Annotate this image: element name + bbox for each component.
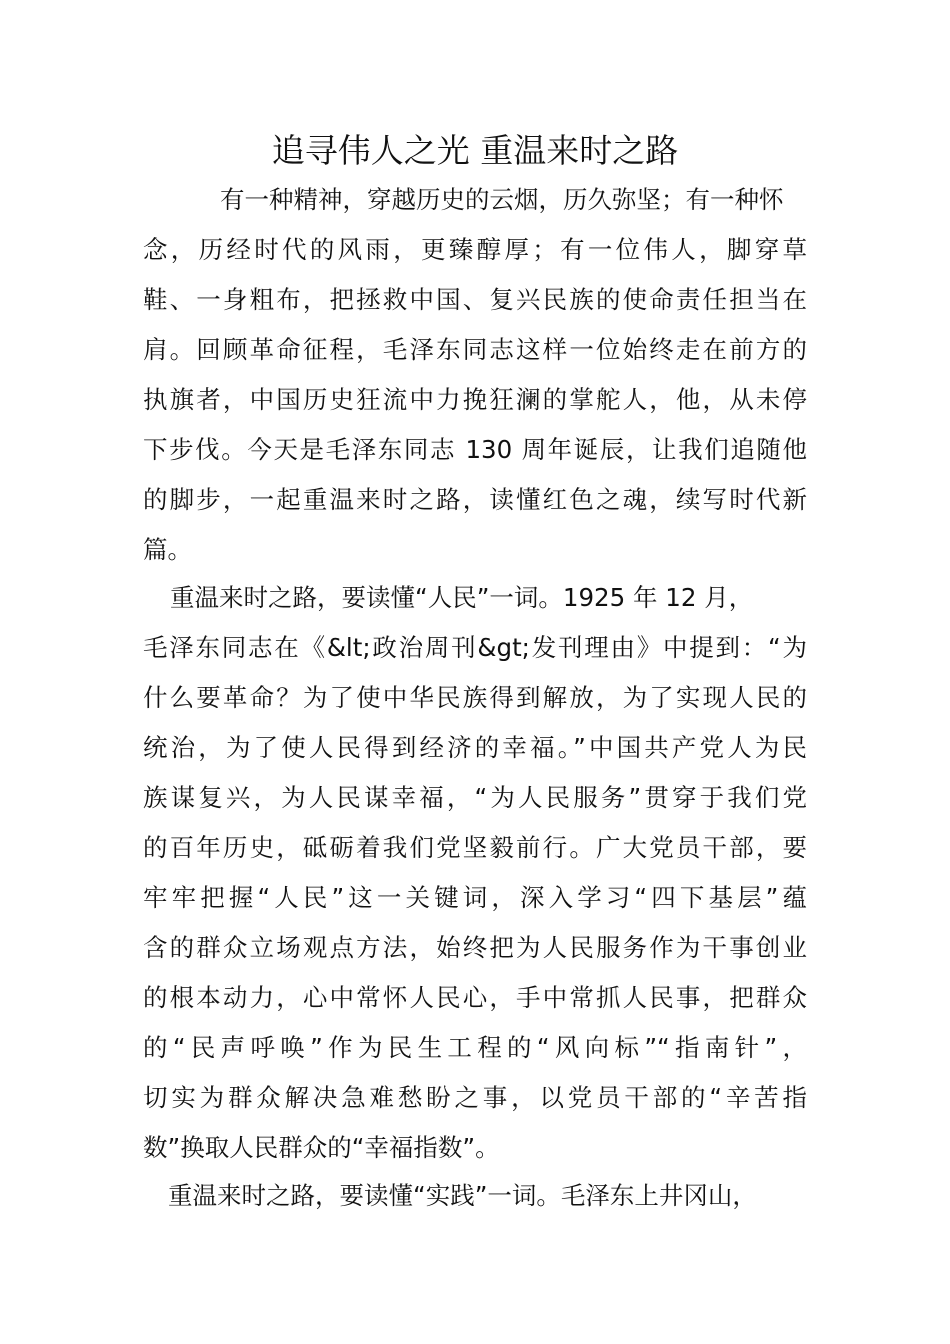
paragraph-line: 统治，为了使人民得到经济的幸福。”中国共产党人为民	[143, 733, 807, 762]
paragraph-line: 的“民声呼唤”作为民生工程的“风向标”“指南针”，	[143, 1033, 807, 1062]
paragraph-line: 肩。回顾革命征程，毛泽东同志这样一位始终走在前方的	[143, 335, 807, 364]
paragraph-line: 鞋、一身粗布，把拯救中国、复兴民族的使命责任担当在	[143, 285, 807, 314]
paragraph-line: 执旗者，中国历史狂流中力挽狂澜的掌舵人，他，从未停	[143, 385, 807, 414]
paragraph-line: 重温来时之路，要读懂“人民”一词。1925 年 12 月，	[170, 583, 754, 612]
paragraph-line: 的脚步，一起重温来时之路，读懂红色之魂，续写时代新	[143, 485, 807, 514]
document-title: 追寻伟人之光 重温来时之路	[271, 131, 679, 170]
paragraph-line: 的百年历史，砥砺着我们党坚毅前行。广大党员干部，要	[143, 833, 807, 862]
paragraph-line: 什么要革命？为了使中华民族得到解放，为了实现人民的	[143, 683, 807, 712]
paragraph-line: 族谋复兴，为人民谋幸福，“为人民服务”贯穿于我们党	[143, 783, 807, 812]
paragraph-line: 篇。	[143, 535, 192, 564]
paragraph-line: 含的群众立场观点方法，始终把为人民服务作为干事创业	[143, 933, 807, 962]
paragraph-line: 念，历经时代的风雨，更臻醇厚；有一位伟人，脚穿草	[143, 235, 807, 264]
paragraph-line: 牢牢把握“人民”这一关键词，深入学习“四下基层”蕴	[143, 883, 807, 912]
paragraph-line: 下步伐。今天是毛泽东同志 130 周年诞辰，让我们追随他	[143, 435, 807, 464]
paragraph-line: 有一种精神，穿越历史的云烟，历久弥坚；有一种怀	[220, 185, 784, 214]
paragraph-line: 的根本动力，心中常怀人民心，手中常抓人民事，把群众	[143, 983, 807, 1012]
paragraph-line: 毛泽东同志在《&lt;政治周刊&gt;发刊理由》中提到：“为	[143, 633, 807, 662]
paragraph-line: 重温来时之路，要读懂“实践”一词。毛泽东上井冈山，	[168, 1181, 757, 1210]
paragraph-line: 数”换取人民群众的“幸福指数”。	[143, 1133, 500, 1162]
paragraph-line: 切实为群众解决急难愁盼之事，以党员干部的“辛苦指	[143, 1083, 807, 1112]
